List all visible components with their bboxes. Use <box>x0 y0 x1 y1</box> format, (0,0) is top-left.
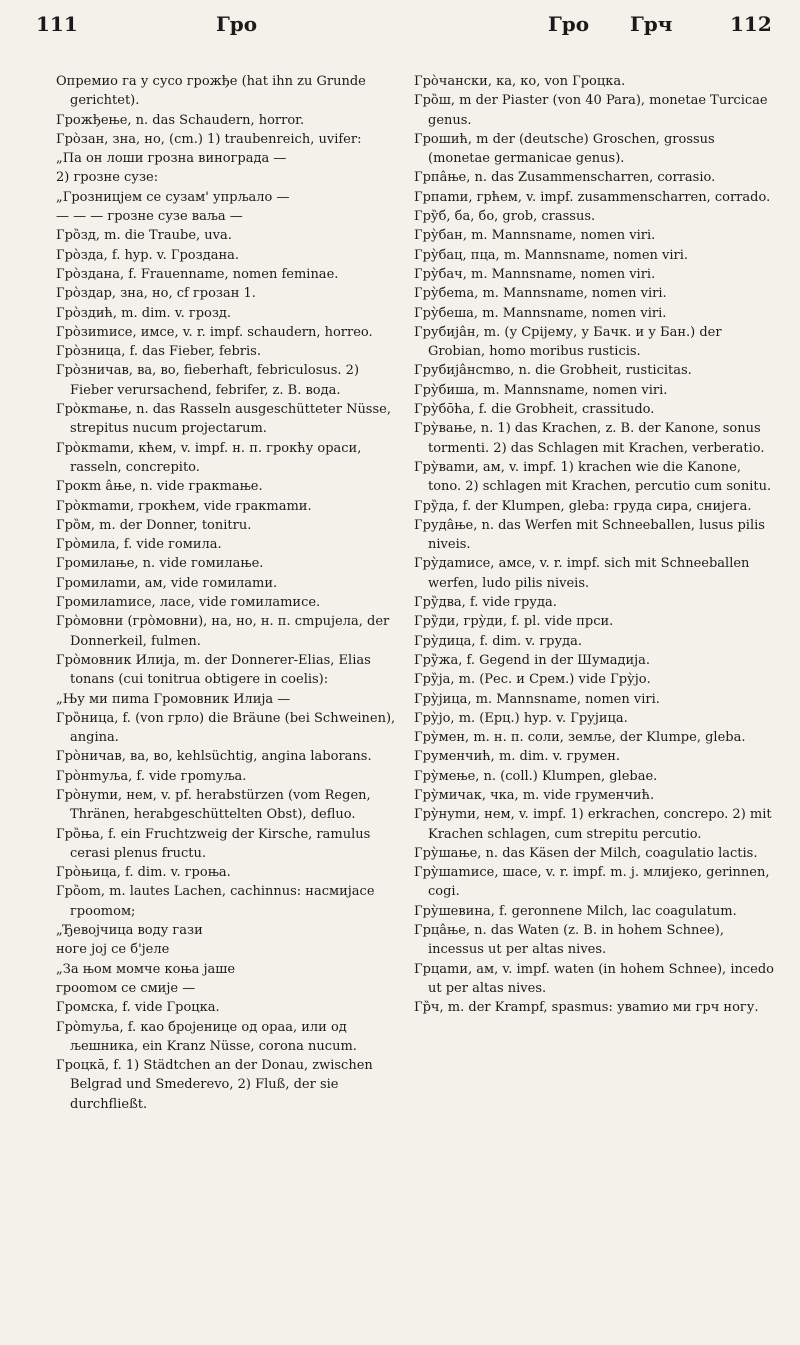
dictionary-entry: Гру̀ваmи, ам, v. impf. 1) krachen wie die Kanone, tono. 2) schlagen mit Krachen, percutio cum sonitu. <box>414 459 772 495</box>
dictionary-entry: Гру̀бац, пца, m. Mannsname, nomen viri. <box>414 247 689 263</box>
dictionary-entry: Грпаmи, грћем, v. impf. zusammenscharren, corrado. <box>414 189 771 205</box>
dictionary-entry: Гро̀ничав, ва, во, kehlsüchtig, angina laborans. <box>56 749 372 765</box>
dictionary-entry: Гро̏ница, f. (von грло) die Bräune (bei Schweinen), angina. <box>56 710 396 746</box>
page-header <box>0 0 800 44</box>
dictionary-entry: Гру̏ја, m. (Рес. и Срем.) vide Гру̀јо. <box>414 672 651 688</box>
dictionary-entry: Гро̀кmаmи, кћем, v. impf. н. п. грокћу ораси, rasseln, concrepito. <box>56 440 362 475</box>
dictionary-entry: Гру̀шаmиcе, шаcе, v. r. impf. m. j. млијеко, gerinnen, cogi. <box>414 865 770 900</box>
dictionary-entry: „За њом момче коња јаше <box>56 961 236 977</box>
dictionary-entry: ноге јој се б'јеле <box>56 942 170 958</box>
right-page-number: 112 <box>730 12 772 36</box>
dictionary-entry: Гру̏б, ба, бо, grob, crassus. <box>414 209 596 225</box>
dictionary-entry: Гру̀беша, m. Mannsname, nomen viri. <box>414 305 667 321</box>
left-column <box>56 72 406 1114</box>
left-guide-word: Гро <box>216 12 258 36</box>
dictionary-entry: Гроцка̄, f. 1) Städtchen an der Donau, zwischen Belgrad und Smederevo, 2) Fluß, der sie durchfließt. <box>56 1058 373 1112</box>
dictionary-entry: Гру̀нуmи, нем, v. impf. 1) erkrachen, concrepo. 2) mit Krachen schlagen, cum strepitu percutio. <box>414 807 772 842</box>
right-column <box>414 72 774 1018</box>
dictionary-entry: Громилаmи, ам, vide гомилаmи. <box>56 575 278 591</box>
dictionary-entry: „Њу ми пиmа Громовник Илија — <box>56 691 291 707</box>
dictionary-entry: Гро̀здана, f. Frauenname, nomen feminae. <box>56 266 339 282</box>
dictionary-entry: Гро̏ш, m der Piaster (von 40 Para), monetae Turcicae genus. <box>414 93 768 128</box>
dictionary-entry: Гро̀зничав, ва, во, fieberhaft, febriculosus. 2) Fieber verursachend, febrifer, z. B. вода. <box>56 363 360 398</box>
dictionary-entry: Гру̏да, f. der Klumpen, gleba: груда сира, снијега. <box>414 498 752 514</box>
dictionary-entry: Гро̀мила, f. vide гомила. <box>56 537 222 553</box>
dictionary-entry: Гру̀јица, m. Mannsname, nomen viri. <box>414 691 660 707</box>
dictionary-entry: Гру̏два, f. vide груда. <box>414 595 557 611</box>
dictionary-entry: Гро̏ња, f. ein Fruchtzweig der Kirsche, ramulus cerasi plenus fructu. <box>56 826 371 861</box>
dictionary-entry: Гро̀њица, f. dim. v. гроња. <box>56 865 231 881</box>
dictionary-entry: Громилање, n. vide гомилање. <box>56 556 264 572</box>
dictionary-entry: Гро̀зиmиcе, имcе, v. r. impf. schaudern, horreo. <box>56 324 373 340</box>
dictionary-entry: Гру̀даmиcе, амсе, v. r. impf. sich mit Schneeballen werfen, ludo pilis niveis. <box>414 556 750 591</box>
dictionary-entry: Опремио га у сусо грожђе (hat ihn zu Grunde gerichtet). <box>56 74 366 109</box>
dictionary-entry: Громска, f. vide Гроцка. <box>56 1000 220 1016</box>
dictionary-entry: Гро̏оm, m. lautes Lachen, cachinnus: насмиjаcе грооmом; <box>56 884 375 919</box>
dictionary-entry: Груда̂ње, n. das Werfen mit Schneeballen, lusus pilis niveis. <box>414 517 765 553</box>
dictionary-entry: „Ђевојчица воду гази <box>56 923 203 939</box>
dictionary-entry: Гру̏жа, f. Gegend in der Шумадија. <box>414 652 651 668</box>
dictionary-entry: Гро̏м, m. der Donner, tonitru. <box>56 517 252 533</box>
dictionary-entry: „Па он лоши грозна винограда — <box>56 151 287 167</box>
dictionary-entry: Гро̀зан, зна, но, (cm.) 1) traubenreich, uvifer: <box>56 131 362 147</box>
dictionary-entry: Грожђење, n. das Schaudern, horror. <box>56 112 305 128</box>
dictionary-entry: Гро̏зд, m. die Traube, uva. <box>56 228 232 244</box>
dictionary-entry: Гро̀mуља, f. као брojенице од ораа, или од љешника, ein Kranz Nüsse, corona nucum. <box>56 1019 357 1054</box>
dictionary-entry: Гру̏ди, гру̀ди, f. pl. vide прси. <box>414 614 614 630</box>
dictionary-entry: Грокm а̂ње, n. vide гракmање. <box>56 479 263 495</box>
left-page-number: 111 <box>36 12 78 36</box>
dictionary-entry: Гро̀нmуља, f. vide гроmуља. <box>56 768 247 784</box>
dictionary-entry: Грошић, m der (deutsche) Groschen, grossus (monetae germanicae genus). <box>414 131 715 167</box>
dictionary-entry: 2) грозне сузе: <box>56 170 159 186</box>
dictionary-entry: Гру̀дица, f. dim. v. груда. <box>414 633 583 649</box>
dictionary-entry: Гру̀беmа, m. Mannsname, nomen viri. <box>414 286 667 302</box>
dictionary-entry: „Грозницjем се сузам' упрљало — <box>56 189 290 205</box>
right-guide-word-1: Гро <box>548 12 590 36</box>
dictionary-entry: Гру̀мен, m. н. п. соли, земље, der Klumpe, gleba. <box>414 730 746 746</box>
dictionary-entry: Гру̀мичак, чка, m. vide груменчић. <box>414 787 655 803</box>
dictionary-entry: Гру̀бо̄ћа, f. die Grobheit, crassitudo. <box>414 402 655 418</box>
dictionary-entry: грооmом се смије — <box>56 980 196 996</box>
dictionary-entry: Гро̀здић, m. dim. v. грозд. <box>56 305 232 321</box>
dictionary-entry: Громилаmиcе, лаcе, vide гомилаmиcе. <box>56 595 321 611</box>
dictionary-entry: Груменчић, m. dim. v. грумен. <box>414 749 621 765</box>
dictionary-entry: Гр̏ч, m. der Krampf, spasmus: уваmио ми грч ногу. <box>414 1000 759 1016</box>
dictionary-entry: Гро̀зница, f. das Fieber, febris. <box>56 344 261 360</box>
dictionary-entry: Грубија̂н, m. (у Срijему, у Бачк. и у Бан.) der Grobian, homo moribus rusticis. <box>414 324 722 360</box>
dictionary-entry: Гру̀јо, m. (Ерц.) hyp. v. Грујица. <box>414 710 628 726</box>
dictionary-entry: Гро̀здар, зна, но, cf грозан 1. <box>56 286 256 302</box>
dictionary-entry: Гру̀шање, n. das Käsen der Milch, coagulatio lactis. <box>414 845 758 861</box>
dictionary-entry: Гру̀мење, n. (coll.) Klumpen, glebae. <box>414 768 658 784</box>
dictionary-entry: Грца̂ње, n. das Waten (z. B. in hohem Schnee), incessus ut per altas nives. <box>414 923 725 958</box>
dictionary-entry: Гро̀кmање, n. das Rasseln ausgeschütteter Nüsse, strepitus nucum projectarum. <box>56 402 391 437</box>
dictionary-entry: Гру̀шевина, f. geronnene Milch, lac coagulatum. <box>414 903 737 919</box>
dictionary-entry: Гру̀вање, n. 1) das Krachen, z. B. der Kanone, sonus tormenti. 2) das Schlagen mit Krachen, verberatio. <box>414 421 765 456</box>
dictionary-entry: Гро̀чански, ка, ко, von Гроцка. <box>414 74 626 89</box>
right-guide-word-2: Грч <box>630 12 673 36</box>
dictionary-entry: Гро̀мовник Илија, m. der Donnerer-Elias, Elias tonans (cui tonitrua obtigere in coelis): <box>56 652 371 688</box>
dictionary-entry: Грцаmи, ам, v. impf. waten (in hohem Schnee), incedo ut per altas nives. <box>414 961 774 996</box>
dictionary-entry: Грпа̂ње, n. das Zusammenscharren, corrasio. <box>414 170 716 186</box>
dictionary-entry: Гру̀бан, m. Mannsname, nomen viri. <box>414 228 656 244</box>
dictionary-entry: Гру̀бач, m. Mannsname, nomen viri. <box>414 266 656 282</box>
dictionary-entry: Гро̀нуmи, нем, v. pf. herabstürzen (vom Regen, Thränen, herabgeschüttelten Obst), defluo. <box>56 787 371 823</box>
dictionary-entry: Гро̀зда, f. hyp. v. Гроздана. <box>56 247 239 263</box>
dictionary-entry: Гро̀мовни (гро̀мовни), на, но, н. п. сmрuјела, der Donnerkeil, fulmen. <box>56 614 390 649</box>
dictionary-entry: Грубија̂нсmво, n. die Grobheit, rusticitas. <box>414 363 692 379</box>
dictionary-entry: — — — грозне сузе ваља — <box>56 209 243 225</box>
dictionary-entry: Гро̀кmаmи, грокћем, vide гракmаmи. <box>56 498 312 514</box>
dictionary-entry: Гру̀биша, m. Mannsname, nomen viri. <box>414 382 668 398</box>
